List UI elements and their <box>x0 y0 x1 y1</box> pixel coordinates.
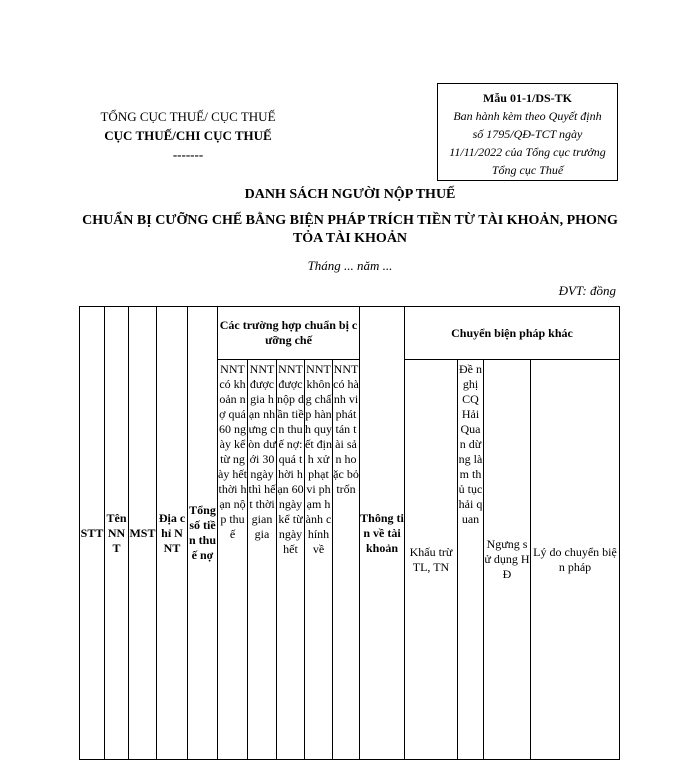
case-penalty-noncompliance: NNT không chấp hành quyết định xử phạt vi phạm hành chính về <box>305 360 333 760</box>
form-note-line-3: 11/11/2022 của Tổng cục trưởng <box>449 145 606 159</box>
currency-unit: ĐVT: đồng <box>558 283 616 298</box>
other-customs-suspension: Đề nghị CQ Hải Quan dừng làm thủ tục hải quan <box>458 360 484 760</box>
other-reason: Lý do chuyển biện pháp <box>531 360 620 760</box>
case-overdue-60-days: NNT có khoản nợ quá 60 ngày kể từ ngày hết thời hạn nộp thuế <box>218 360 248 760</box>
case-extension-expiring: NNT được gia hạn nhưng còn dưới 30 ngày thì hết thời gian gia <box>248 360 277 760</box>
reporting-period: Tháng ... năm ... <box>307 258 393 273</box>
document-title: DANH SÁCH NGƯỜI NỘP THUẾ <box>244 187 456 202</box>
header-account-info: Thông tin về tài khoản <box>360 307 405 760</box>
header-other-measures: Chuyển biện pháp khác <box>405 307 620 360</box>
other-invoice-suspension: Ngưng sử dụng HĐ <box>484 360 531 760</box>
header-stt: STT <box>80 307 105 760</box>
case-installment-overdue: NNT được nộp dần tiền thuế nợ: quá thời hạn 60 ngày kể từ ngày hết <box>277 360 305 760</box>
form-note-line-1: Ban hành kèm theo Quyết định <box>453 109 602 123</box>
taxpayer-table <box>79 306 620 760</box>
form-note-line-4: Tổng cục Thuế <box>491 163 564 177</box>
agency-line-2: CỤC THUẾ/CHI CỤC THUẾ <box>104 128 272 143</box>
form-code-box <box>437 83 618 181</box>
agency-line-1: TỔNG CỤC THUẾ/ CỤC THUẾ <box>100 109 276 124</box>
form-note-line-2: số 1795/QĐ-TCT ngày <box>472 127 583 141</box>
case-asset-dispersal: NNT có hành vi phát tán tài sản hoặc bỏ trốn <box>333 360 360 760</box>
header-total-debt: Tổng số tiền thuế nợ <box>188 307 218 760</box>
form-code: Mẫu 01-1/DS-TK <box>482 91 572 105</box>
header-tax-code: MST <box>129 307 157 760</box>
header-taxpayer-name: Tên NNT <box>105 307 129 760</box>
header-address: Địa chỉ NNT <box>157 307 188 760</box>
agency-block <box>78 107 298 164</box>
document-subtitle: CHUẨN BỊ CƯỠNG CHẾ BẰNG BIỆN PHÁP TRÍCH TIỀN TỪ TÀI KHOẢN, PHONG TỎA TÀI KHOẢN <box>82 213 618 246</box>
header-enforcement-cases: Các trường hợp chuẩn bị cưỡng chế <box>218 307 360 360</box>
agency-separator: ------- <box>172 147 204 162</box>
other-salary-deduction: Khấu trừ TL, TN <box>405 360 458 760</box>
